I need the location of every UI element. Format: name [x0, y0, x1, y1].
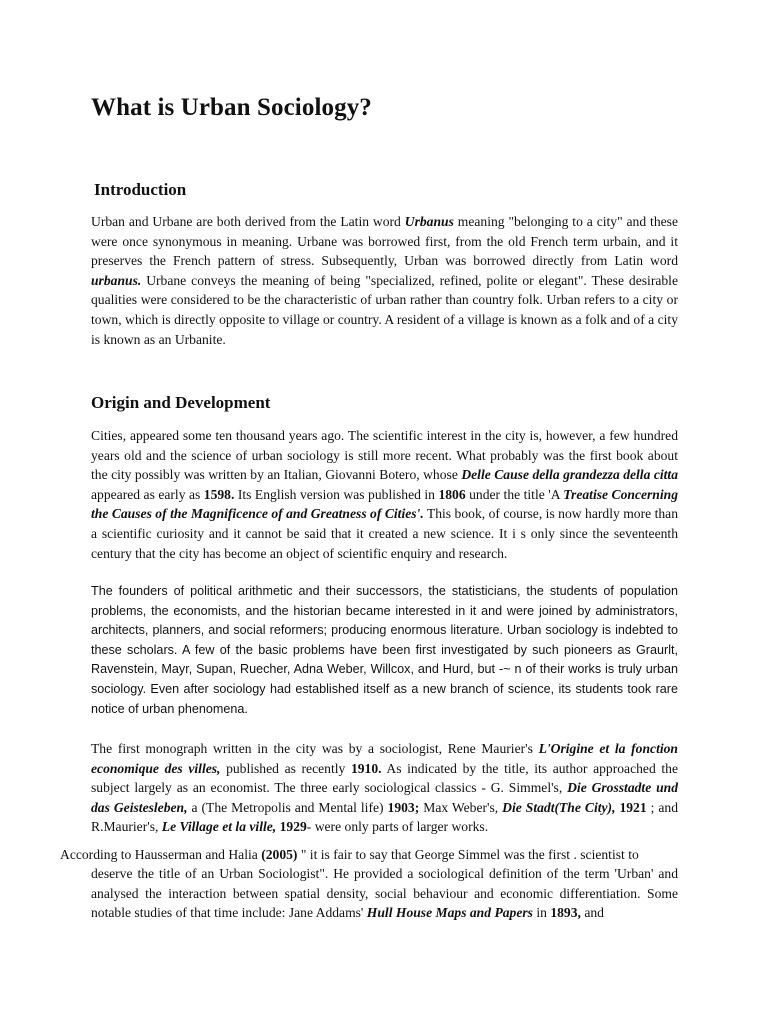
monograph-text-3: As indicated by the title, its author approached the subject largely as an economist. The three early sociological classics - G. Simmel's, — [91, 760, 678, 796]
monograph-text-7: ; and R.Maurier's, — [91, 799, 679, 835]
monograph-text-4: a (The Metropolis and Mental life) — [187, 799, 388, 815]
year-1893: 1893, — [550, 905, 581, 921]
section-heading-introduction: Introduction — [94, 180, 187, 199]
hausserman-text-1: According to Hausserman and Halia — [60, 847, 262, 862]
hausserman-text-5: and — [580, 905, 604, 921]
page-title: What is Urban Sociology? — [91, 94, 372, 121]
founders-paragraph: The founders of political arithmetic and their successors, the statisticians, the students of population problems, the economists, and the historian became interested in it and were joined by administrators, architects, planners, and social reformers; producing enormous literature. Urban sociology is indebted to these scholars. A few of the basic problems have been first investigated by such pioneers as Graurlt, Ravenstein, Mayr, Supan, Ruecher, Adna Weber, Willcox, and Hurd, but -~ n of their works is truly urban sociology. Even after sociology had established itself as a new branch of science, its students took rare notice of urban phenomena. — [91, 584, 678, 716]
hausserman-text-3: deserve the title of an Urban Sociologist". He provided a sociological definition of the term 'Urban' and analysed the interaction between spatial density, social behaviour and economic differentiation. Some notable studies of that time include: Jane Addams' — [91, 866, 678, 921]
hausserman-text-2: " it is fair to say that George Simmel was the first . scientist to — [297, 847, 639, 862]
intro-text-2: meaning "belonging to a city" and these were once synonymous in meaning. Urbane was borrowed first, from the old French term urbain, and it preserves the French pattern of stress. Subsequently, Urban was borrowed directly from Latin word — [91, 214, 678, 269]
intro-text-3: Urbane conveys the meaning of being "specialized, refined, polite or elegant". These desirable qualities were considered to be the characteristic of urban rather than country folk. Urban refers to a city or town, which is directly opposite to village or country. A resident of a village is known as a folk and of a city is known as an Urbanite. — [91, 272, 678, 347]
hausserman-text-4: in — [532, 905, 551, 921]
book-title-delle-cause: Delle Cause della grandezza della citta — [461, 467, 679, 483]
hausserman-paragraph — [91, 864, 678, 923]
monograph-text-9: - were only parts of larger works. — [306, 819, 489, 835]
monograph-paragraph — [91, 739, 678, 837]
book-title-le-village: Le Village et la ville, — [161, 819, 277, 835]
origin-text-5: This book, of course, is now hardly more than a scientific curiosity and it cannot be said that it created a new science. It i s only since the seventeenth century that the city has become an object of scientific enquiry and research. — [91, 506, 678, 561]
section-heading-origin: Origin and Development — [91, 393, 271, 412]
book-title-treatise: Treatise Concerning the Causes of the Magnificence of and Greatness of Cities'. — [91, 486, 678, 522]
intro-text-1: Urban and Urbane are both derived from the Latin word — [91, 214, 405, 229]
year-1921: 1921 — [619, 799, 647, 815]
origin-text-1: Cities, appeared some ten thousand years ago. The scientific interest in the city is, however, a few hundred years old and the science of urban sociology is still more recent. What probably was the first book about the city possibly was written by an Italian, Giovanni Botero, whose — [91, 428, 678, 483]
year-1903: 1903; — [387, 799, 420, 815]
monograph-text-2: published as recently — [220, 760, 351, 776]
book-title-lorigine: L'Origine et la fonction economique des villes, — [91, 741, 678, 776]
monograph-text-5: Max Weber's, — [419, 799, 503, 815]
origin-text-4: under the title 'A — [465, 486, 564, 502]
origin-text-3: Its English version was published in — [234, 486, 439, 502]
intro-paragraph — [91, 212, 678, 349]
year-1910: 1910. — [350, 760, 382, 776]
year-2005: (2005) — [261, 847, 298, 862]
term-urbanus: Urbanus — [404, 214, 454, 229]
term-urbanus-2: urbanus. — [91, 272, 142, 288]
book-title-die-stadt: Die Stadt(The City), — [502, 799, 616, 815]
monograph-text-1: The first monograph written in the city was by a sociologist, Rene Maurier's — [91, 741, 539, 756]
year-1929: 1929 — [279, 819, 307, 835]
book-title-grosstadte: Die Grosstadte und das Geistesleben, — [91, 780, 679, 815]
book-title-hull-house: Hull House Maps and Papers — [366, 905, 533, 921]
year-1806: 1806 — [438, 486, 466, 502]
year-1598: 1598. — [203, 486, 235, 502]
hausserman-first-line — [60, 845, 680, 865]
origin-paragraph — [91, 426, 678, 563]
origin-text-2: appeared as early as — [91, 486, 204, 502]
